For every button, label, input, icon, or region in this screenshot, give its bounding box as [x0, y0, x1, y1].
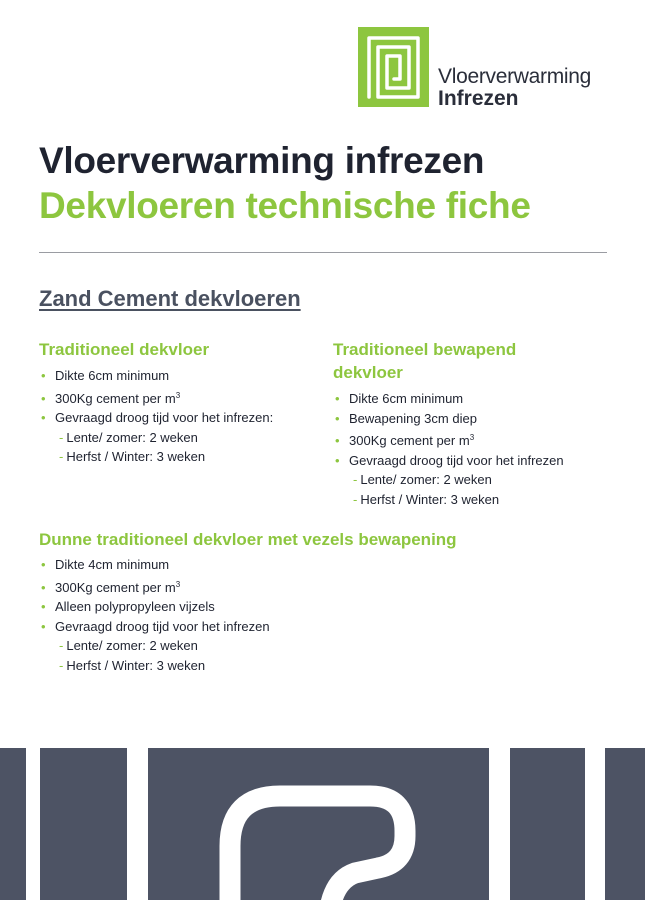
section-title: Zand Cement dekvloeren: [39, 286, 301, 311]
spiral-band-graphic: [0, 748, 645, 900]
list-dunne: [41, 555, 270, 675]
list-traditioneel: [41, 366, 273, 467]
spiral-square-logo-icon: [358, 27, 429, 107]
list-item: • 300Kg cement per $m^3$: [41, 579, 181, 595]
list-subitem: - Herfst / Winter: 3 weken: [59, 449, 206, 464]
list-bewapend: [335, 389, 564, 509]
list-item: • Gevraagd droog tijd voor het infrezen: [335, 452, 564, 468]
list-item: • Alleen polypropyleen vijzels: [41, 599, 215, 614]
spiral-curve-icon: [0, 748, 645, 900]
list-subitem: - Lente/ zomer: 2 weken: [59, 638, 198, 653]
brand-name-line2: Infrezen: [438, 87, 519, 110]
list-item: • 300Kg cement per $m^3$: [335, 433, 475, 448]
page-subtitle: Dekvloeren technische fiche: [39, 185, 531, 226]
list-item: • Bewapening 3cm diep: [335, 410, 477, 426]
list-item: • Gevraagd droog tijd voor het infrezen:: [41, 410, 274, 425]
list-item: • 300Kg cement per $m^3$: [41, 390, 181, 406]
divider: [39, 252, 607, 253]
block-title-dunne: Dunne traditioneel dekvloer met vezels bewapening: [39, 530, 457, 549]
list-item: • Gevraagd droog tijd voor het infrezen: [41, 618, 270, 634]
list-subitem: - Herfst / Winter: 3 weken: [59, 657, 206, 673]
list-subitem: - Herfst / Winter: 3 weken: [353, 491, 500, 507]
block-title-bewapend: Traditioneel bewapend dekvloer: [333, 340, 517, 382]
brand-logo: [358, 27, 608, 110]
list-item: • Dikte 6cm minimum: [41, 368, 170, 383]
block-title-traditioneel: Traditioneel dekvloer: [39, 340, 210, 359]
page-title: Vloerverwarming infrezen: [39, 140, 485, 181]
brand-name-line1: Vloerverwarming: [438, 65, 592, 88]
list-item: • Dikte 4cm minimum: [41, 557, 170, 572]
list-item: • Dikte 6cm minimum: [335, 391, 464, 406]
list-subitem: - Lente/ zomer: 2 weken: [353, 472, 492, 487]
list-subitem: - Lente/ zomer: 2 weken: [59, 429, 198, 445]
